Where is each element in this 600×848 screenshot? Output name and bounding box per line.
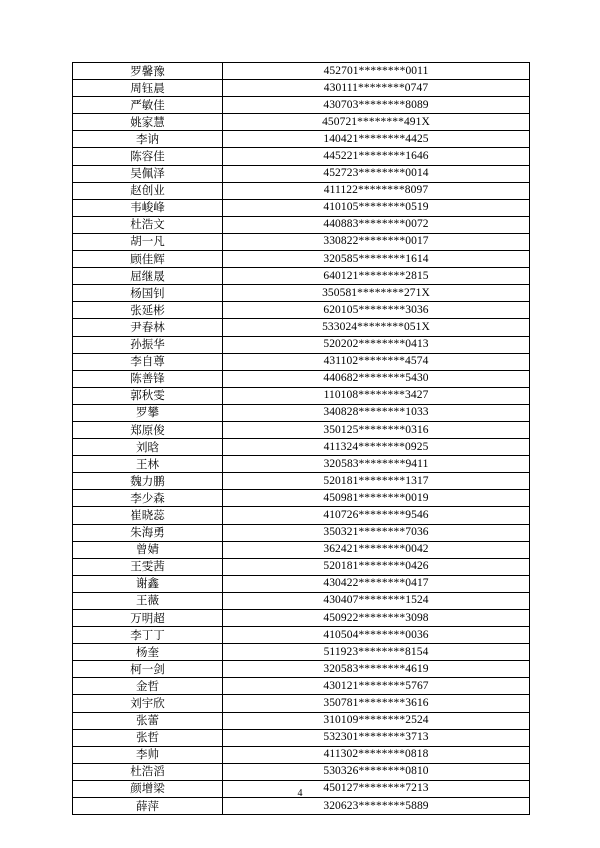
- id-number-cell: 411324********0925: [223, 439, 530, 456]
- name-cell: 尹春林: [73, 319, 223, 336]
- name-cell: 李讷: [73, 131, 223, 148]
- page-number: 4: [297, 788, 303, 799]
- id-number-cell: 410504********0036: [223, 627, 530, 644]
- table-row: [73, 558, 530, 575]
- name-cell: 屈继晟: [73, 268, 223, 285]
- name-cell: 吴佩泽: [73, 165, 223, 182]
- name-cell: 张延彬: [73, 302, 223, 319]
- name-cell: 杨奎: [73, 644, 223, 661]
- id-number-cell: 430703********8089: [223, 97, 530, 114]
- id-number-cell: 640121********2815: [223, 268, 530, 285]
- table-row: [73, 729, 530, 746]
- table-row: [73, 473, 530, 490]
- name-cell: 张哲: [73, 729, 223, 746]
- name-cell: 王林: [73, 456, 223, 473]
- table-row: [73, 575, 530, 592]
- id-number-cell: 320583********9411: [223, 456, 530, 473]
- id-number-cell: 520181********1317: [223, 473, 530, 490]
- roster-table-body: [73, 63, 530, 815]
- table-row: [73, 456, 530, 473]
- table-row: [73, 387, 530, 404]
- table-row: [73, 233, 530, 250]
- table-row: [73, 507, 530, 524]
- id-number-cell: 140421********4425: [223, 131, 530, 148]
- id-number-cell: 411302********0818: [223, 746, 530, 763]
- id-number-cell: 350781********3616: [223, 695, 530, 712]
- name-cell: 李少森: [73, 490, 223, 507]
- name-cell: 李丁丁: [73, 627, 223, 644]
- table-row: [73, 439, 530, 456]
- id-number-cell: 450127********7213: [223, 780, 530, 797]
- name-cell: 陈善锋: [73, 370, 223, 387]
- name-cell: 郑原俊: [73, 421, 223, 438]
- id-number-cell: 350125********0316: [223, 421, 530, 438]
- name-cell: 薛萍: [73, 798, 223, 815]
- roster-table: [72, 62, 530, 815]
- table-row: [73, 182, 530, 199]
- id-number-cell: 320583********4619: [223, 661, 530, 678]
- id-number-cell: 620105********3036: [223, 302, 530, 319]
- table-row: [73, 541, 530, 558]
- name-cell: 朱海勇: [73, 524, 223, 541]
- id-number-cell: 430422********0417: [223, 575, 530, 592]
- id-number-cell: 430407********1524: [223, 592, 530, 609]
- name-cell: 杜浩滔: [73, 763, 223, 780]
- id-number-cell: 520202********0413: [223, 336, 530, 353]
- table-row: [73, 610, 530, 627]
- id-number-cell: 350321********7036: [223, 524, 530, 541]
- table-row: [73, 216, 530, 233]
- id-number-cell: 445221********1646: [223, 148, 530, 165]
- table-row: [73, 131, 530, 148]
- name-cell: 周钰晨: [73, 80, 223, 97]
- id-number-cell: 410105********0519: [223, 199, 530, 216]
- table-row: [73, 251, 530, 268]
- name-cell: 顾佳辉: [73, 251, 223, 268]
- name-cell: 魏力鹏: [73, 473, 223, 490]
- table-row: [73, 80, 530, 97]
- id-number-cell: 440682********5430: [223, 370, 530, 387]
- id-number-cell: 410726********9546: [223, 507, 530, 524]
- name-cell: 刘宇欣: [73, 695, 223, 712]
- name-cell: 孙振华: [73, 336, 223, 353]
- name-cell: 刘晗: [73, 439, 223, 456]
- id-number-cell: 350581********271X: [223, 285, 530, 302]
- name-cell: 郭秋雯: [73, 387, 223, 404]
- table-row: [73, 678, 530, 695]
- id-number-cell: 452723********0014: [223, 165, 530, 182]
- name-cell: 王薇: [73, 592, 223, 609]
- table-row: [73, 336, 530, 353]
- table-row: [73, 370, 530, 387]
- table-row: [73, 644, 530, 661]
- table-row: [73, 661, 530, 678]
- table-row: [73, 353, 530, 370]
- id-number-cell: 320623********5889: [223, 798, 530, 815]
- id-number-cell: 530326********0810: [223, 763, 530, 780]
- name-cell: 杜浩文: [73, 216, 223, 233]
- table-row: [73, 627, 530, 644]
- table-row: [73, 592, 530, 609]
- name-cell: 赵创业: [73, 182, 223, 199]
- id-number-cell: 532301********3713: [223, 729, 530, 746]
- table-row: [73, 421, 530, 438]
- name-cell: 杨国钊: [73, 285, 223, 302]
- table-row: [73, 524, 530, 541]
- name-cell: 姚家慧: [73, 114, 223, 131]
- table-row: [73, 763, 530, 780]
- table-row: [73, 285, 530, 302]
- id-number-cell: 340828********1033: [223, 404, 530, 421]
- table-row: [73, 490, 530, 507]
- id-number-cell: 110108********3427: [223, 387, 530, 404]
- name-cell: 罗攀: [73, 404, 223, 421]
- name-cell: 崔晓蕊: [73, 507, 223, 524]
- table-row: [73, 712, 530, 729]
- name-cell: 罗馨豫: [73, 63, 223, 80]
- table-row: [73, 798, 530, 815]
- table-row: [73, 148, 530, 165]
- name-cell: 金哲: [73, 678, 223, 695]
- table-row: [73, 695, 530, 712]
- id-number-cell: 362421********0042: [223, 541, 530, 558]
- table-row: [73, 268, 530, 285]
- table-row: [73, 746, 530, 763]
- name-cell: 万明超: [73, 610, 223, 627]
- id-number-cell: 320585********1614: [223, 251, 530, 268]
- id-number-cell: 310109********2524: [223, 712, 530, 729]
- name-cell: 严敏佳: [73, 97, 223, 114]
- id-number-cell: 450922********3098: [223, 610, 530, 627]
- id-number-cell: 452701********0011: [223, 63, 530, 80]
- table-row: [73, 63, 530, 80]
- table-row: [73, 199, 530, 216]
- table-row: [73, 165, 530, 182]
- id-number-cell: 430111********0747: [223, 80, 530, 97]
- id-number-cell: 430121********5767: [223, 678, 530, 695]
- table-row: [73, 302, 530, 319]
- name-cell: 王雯茜: [73, 558, 223, 575]
- id-number-cell: 520181********0426: [223, 558, 530, 575]
- id-number-cell: 450981********0019: [223, 490, 530, 507]
- name-cell: 谢鑫: [73, 575, 223, 592]
- table-row: [73, 319, 530, 336]
- id-number-cell: 330822********0017: [223, 233, 530, 250]
- name-cell: 柯一剑: [73, 661, 223, 678]
- name-cell: 曾婧: [73, 541, 223, 558]
- table-row: [73, 404, 530, 421]
- name-cell: 胡一凡: [73, 233, 223, 250]
- name-cell: 韦峻峰: [73, 199, 223, 216]
- name-cell: 张蕾: [73, 712, 223, 729]
- id-number-cell: 411122********8097: [223, 182, 530, 199]
- name-cell: 李自尊: [73, 353, 223, 370]
- id-number-cell: 440883********0072: [223, 216, 530, 233]
- id-number-cell: 533024********051X: [223, 319, 530, 336]
- name-cell: 颜增梁: [73, 780, 223, 797]
- table-row: [73, 97, 530, 114]
- name-cell: 陈容佳: [73, 148, 223, 165]
- id-number-cell: 450721********491X: [223, 114, 530, 131]
- table-row: [73, 114, 530, 131]
- name-cell: 李帅: [73, 746, 223, 763]
- id-number-cell: 431102********4574: [223, 353, 530, 370]
- id-number-cell: 511923********8154: [223, 644, 530, 661]
